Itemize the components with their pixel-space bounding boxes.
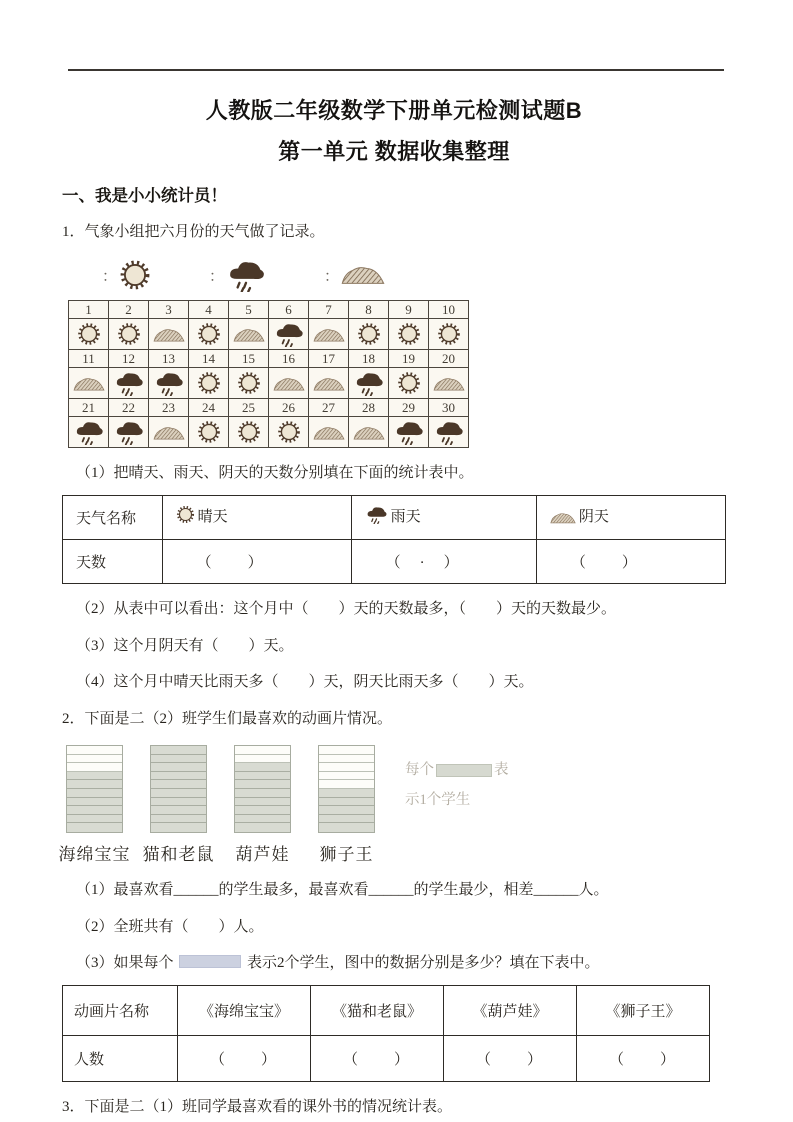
calendar-day-number: 19 xyxy=(389,350,429,368)
sun-icon xyxy=(389,319,429,350)
pictograph-cell xyxy=(67,798,122,807)
pictograph-category-label: 猫和老鼠 xyxy=(142,844,215,864)
pictograph-cell xyxy=(67,772,122,781)
q2-stem: 2．下面是二（2）班学生们最喜欢的动画片情况。 xyxy=(62,711,393,728)
unit-rect-icon xyxy=(179,955,241,968)
legend-rainy xyxy=(209,258,266,292)
calendar-day-number: 9 xyxy=(389,301,429,319)
legend-separator: ： xyxy=(324,268,340,285)
pictograph-column xyxy=(142,745,215,865)
pictograph-cell xyxy=(235,806,290,815)
calendar-day-number: 12 xyxy=(109,350,149,368)
pictograph-stack xyxy=(234,745,291,833)
stat-row-label: 天数 xyxy=(63,539,163,583)
pictograph-cell xyxy=(319,815,374,824)
q1-sub2: （2）从表中可以看出：这个月中（ ）天的天数最多，（ ）天的天数最少。 xyxy=(76,600,617,617)
rain-icon xyxy=(109,368,149,399)
pictograph-cell xyxy=(151,772,206,781)
pictograph-cell xyxy=(67,763,122,772)
stat-col-overcast xyxy=(536,495,725,539)
calendar-day-number: 30 xyxy=(429,399,469,417)
rain-icon xyxy=(429,417,469,448)
sun-icon xyxy=(176,505,195,529)
sun-icon xyxy=(189,417,229,448)
pictograph-cell xyxy=(235,780,290,789)
q1-sub3: （3）这个月阴天有（ ）天。 xyxy=(76,637,294,654)
note-text: 表 xyxy=(494,761,509,778)
q2-sub1: （1）最喜欢看______的学生最多，最喜欢看______的学生最少，相差______人。 xyxy=(76,881,609,898)
pictograph-stack xyxy=(150,745,207,833)
pictograph-cell xyxy=(151,815,206,824)
overcast-icon xyxy=(309,368,349,399)
sun-icon xyxy=(189,319,229,350)
pictograph-cell xyxy=(319,806,374,815)
pictograph-cell xyxy=(235,815,290,824)
stat-col-sunny-label: 晴天 xyxy=(197,509,228,526)
note-text: 每个 xyxy=(405,761,434,778)
pictograph-column xyxy=(318,745,375,865)
overcast-icon xyxy=(269,368,309,399)
calendar-day-number: 10 xyxy=(429,301,469,319)
pictograph-cell xyxy=(319,746,374,755)
sun-icon xyxy=(269,417,309,448)
overcast-icon xyxy=(429,368,469,399)
calendar-day-number: 4 xyxy=(189,301,229,319)
pictograph-column xyxy=(234,745,291,865)
rain-icon xyxy=(226,258,266,292)
stat-col-rainy-label: 雨天 xyxy=(390,509,421,526)
overcast-icon xyxy=(349,417,389,448)
pictograph-cell xyxy=(319,823,374,832)
legend-separator: ： xyxy=(209,268,225,285)
cartoon-title: 《葫芦娃》 xyxy=(444,986,577,1036)
pictograph-cell xyxy=(319,798,374,807)
calendar-day-number: 25 xyxy=(229,399,269,417)
sun-icon xyxy=(69,319,109,350)
calendar-day-number: 7 xyxy=(309,301,349,319)
sun-icon xyxy=(229,417,269,448)
calendar-day-number: 5 xyxy=(229,301,269,319)
page-title: 人教版二年级数学下册单元检测试题B xyxy=(205,98,583,123)
q2-sub3-suffix: 表示2个学生，图中的数据分别是多少？填在下表中。 xyxy=(247,955,600,972)
pictograph-cell xyxy=(235,798,290,807)
pictograph-cell xyxy=(67,815,122,824)
overcast-icon xyxy=(309,319,349,350)
overcast-icon xyxy=(229,319,269,350)
calendar-day-number: 6 xyxy=(269,301,309,319)
rain-icon xyxy=(69,417,109,448)
pictograph-cell xyxy=(67,789,122,798)
cartoon-blank: （ ） xyxy=(311,1036,444,1082)
pictograph-cell xyxy=(319,763,374,772)
pictograph-cell xyxy=(151,823,206,832)
sun-icon xyxy=(189,368,229,399)
calendar-day-number: 18 xyxy=(349,350,389,368)
sun-icon xyxy=(119,259,151,291)
pictograph-stack xyxy=(66,745,123,833)
pictograph-cell xyxy=(235,755,290,764)
rain-icon xyxy=(349,368,389,399)
calendar-day-number: 2 xyxy=(109,301,149,319)
overcast-icon xyxy=(69,368,109,399)
page-subtitle: 第一单元 数据收集整理 xyxy=(278,138,510,164)
cartoon-blank: （ ） xyxy=(577,1036,710,1082)
calendar-day-number: 1 xyxy=(69,301,109,319)
cartoon-stat-table xyxy=(62,985,710,1082)
cartoon-blank: （ ） xyxy=(178,1036,311,1082)
cartoon-corner-label: 动画片名称 xyxy=(63,986,178,1036)
overcast-icon xyxy=(341,265,385,285)
cartoon-blank: （ ） xyxy=(444,1036,577,1082)
calendar-day-number: 22 xyxy=(109,399,149,417)
pictograph-cell xyxy=(319,755,374,764)
pictograph-cell xyxy=(235,789,290,798)
pictograph-cell xyxy=(151,763,206,772)
pictograph-cell xyxy=(151,746,206,755)
unit-rect-icon xyxy=(436,764,492,777)
q1-stem: 1．气象小组把六月份的天气做了记录。 xyxy=(62,224,325,241)
rain-icon xyxy=(389,417,429,448)
stat-col-rainy xyxy=(351,495,536,539)
q2-sub2: （2）全班共有（ ）人。 xyxy=(76,918,264,935)
calendar-day-number: 14 xyxy=(189,350,229,368)
cartoon-title: 《海绵宝宝》 xyxy=(178,986,311,1036)
q3-stem: 3．下面是二（1）班同学最喜欢看的课外书的情况统计表。 xyxy=(62,1099,453,1116)
q2-sub3-prefix: （3）如果每个 xyxy=(76,955,174,972)
pictograph-cell xyxy=(67,755,122,764)
pictograph-category-label: 葫芦娃 xyxy=(235,844,290,864)
calendar-day-number: 27 xyxy=(309,399,349,417)
stat-blank-overcast: （ ） xyxy=(536,539,725,583)
cartoon-row-label: 人数 xyxy=(63,1036,178,1082)
stat-col-overcast-label: 阴天 xyxy=(578,509,609,526)
pictograph-category-label: 海绵宝宝 xyxy=(58,844,131,864)
sun-icon xyxy=(349,319,389,350)
q1-sub4: （4）这个月中晴天比雨天多（ ）天，阴天比雨天多（ ）天。 xyxy=(76,674,534,691)
calendar-day-number: 3 xyxy=(149,301,189,319)
rain-icon xyxy=(269,319,309,350)
weather-legend xyxy=(102,258,726,292)
overcast-icon xyxy=(149,319,189,350)
stat-blank-rainy: （ · ） xyxy=(351,539,536,583)
pictograph-cell xyxy=(319,772,374,781)
pictograph-cell xyxy=(67,823,122,832)
section-heading: 一、我是小小统计员！ xyxy=(62,187,227,205)
pictograph-cell xyxy=(67,780,122,789)
sun-icon xyxy=(429,319,469,350)
stat-blank-sunny: （ ） xyxy=(162,539,351,583)
weather-calendar xyxy=(68,300,469,448)
weather-stat-table xyxy=(62,495,726,584)
overcast-icon xyxy=(309,417,349,448)
pictograph-unit-note xyxy=(405,762,509,810)
calendar-day-number: 24 xyxy=(189,399,229,417)
note-text: 示1个学生 xyxy=(405,792,471,809)
overcast-icon xyxy=(149,417,189,448)
calendar-day-number: 23 xyxy=(149,399,189,417)
pictograph-cell xyxy=(235,746,290,755)
rain-icon xyxy=(109,417,149,448)
pictograph-cell xyxy=(151,755,206,764)
sun-icon xyxy=(229,368,269,399)
q1-sub1: （1）把晴天、雨天、阴天的天数分别填在下面的统计表中。 xyxy=(76,465,474,482)
calendar-day-number: 26 xyxy=(269,399,309,417)
pictograph-stack xyxy=(318,745,375,833)
calendar-day-number: 28 xyxy=(349,399,389,417)
pictograph-cell xyxy=(151,789,206,798)
overcast-icon xyxy=(550,512,576,529)
calendar-day-number: 29 xyxy=(389,399,429,417)
calendar-day-number: 8 xyxy=(349,301,389,319)
header-rule xyxy=(68,69,724,71)
stat-col-sunny xyxy=(162,495,351,539)
pictograph-cell xyxy=(151,806,206,815)
pictograph-cell xyxy=(319,789,374,798)
calendar-day-number: 20 xyxy=(429,350,469,368)
pictograph-cell xyxy=(235,763,290,772)
sun-icon xyxy=(109,319,149,350)
calendar-day-number: 16 xyxy=(269,350,309,368)
pictograph-cell xyxy=(235,772,290,781)
pictograph-cell xyxy=(67,746,122,755)
legend-overcast xyxy=(324,265,385,286)
rain-icon xyxy=(149,368,189,399)
sun-icon xyxy=(389,368,429,399)
pictograph-cell xyxy=(151,798,206,807)
pictograph-chart xyxy=(58,745,726,865)
calendar-day-number: 17 xyxy=(309,350,349,368)
legend-sunny xyxy=(102,259,151,291)
calendar-day-number: 21 xyxy=(69,399,109,417)
pictograph-column xyxy=(58,745,131,865)
legend-separator: ： xyxy=(102,268,118,285)
pictograph-cell xyxy=(319,780,374,789)
calendar-day-number: 15 xyxy=(229,350,269,368)
rain-icon xyxy=(365,505,388,529)
pictograph-columns xyxy=(58,745,375,865)
pictograph-cell xyxy=(235,823,290,832)
pictograph-category-label: 狮子王 xyxy=(319,844,374,864)
pictograph-cell xyxy=(67,806,122,815)
calendar-day-number: 13 xyxy=(149,350,189,368)
pictograph-cell xyxy=(151,780,206,789)
cartoon-title: 《狮子王》 xyxy=(577,986,710,1036)
cartoon-title: 《猫和老鼠》 xyxy=(311,986,444,1036)
calendar-day-number: 11 xyxy=(69,350,109,368)
stat-corner-label: 天气名称 xyxy=(63,495,163,539)
q2-sub3 xyxy=(62,953,726,975)
